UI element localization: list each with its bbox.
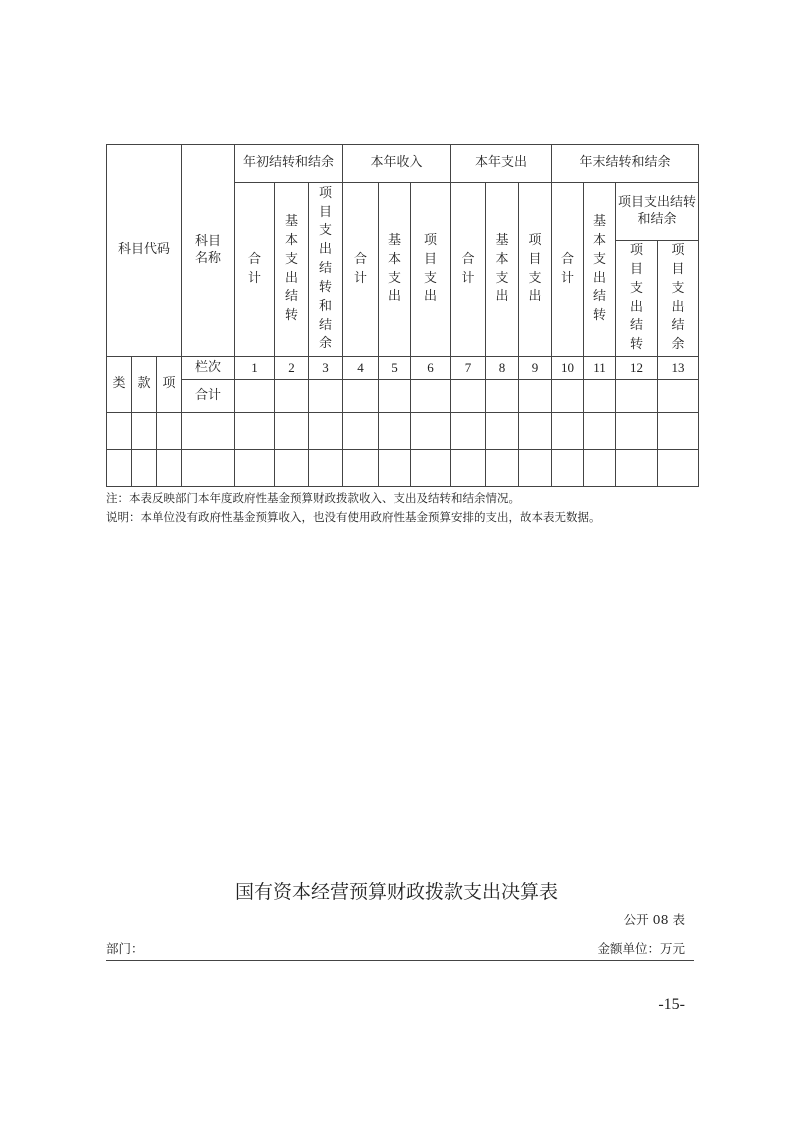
expense-basic-header: 基本支出 (486, 183, 519, 357)
subject-name-header: 科目名称 (182, 145, 235, 357)
class-header: 类 (107, 357, 132, 413)
next-table-code: 公开 08 表 (623, 912, 685, 927)
subject-code-header: 科目代码 (107, 145, 182, 357)
page-number: -15- (658, 996, 685, 1013)
column-number-label: 栏次 (182, 357, 235, 380)
total-row-label: 合计 (182, 380, 235, 413)
column-number: 7 (451, 357, 486, 380)
expense-total-header: 合计 (451, 183, 486, 357)
section-header: 款 (132, 357, 157, 413)
table-cell (343, 380, 379, 413)
table-note: 注：本表反映部门本年度政府性基金预算财政拨款收入、支出及结转和结余情况。 (106, 491, 520, 505)
income-header: 本年收入 (343, 145, 451, 183)
begin-project-carry-balance-header: 项目支出结转和结余 (309, 183, 343, 357)
department-label: 部门： (106, 941, 144, 956)
table-cell (235, 380, 275, 413)
table-cell (309, 380, 343, 413)
budget-table (106, 144, 699, 487)
table-cell (658, 380, 699, 413)
table-cell (411, 380, 451, 413)
table-cell (486, 380, 519, 413)
table-cell (584, 380, 616, 413)
expense-project-header: 项目支出 (519, 183, 552, 357)
column-number: 13 (658, 357, 699, 380)
column-number: 12 (616, 357, 658, 380)
next-table-title: 国有资本经营预算财政拨款支出决算表 (234, 881, 558, 903)
column-number: 2 (275, 357, 309, 380)
column-number: 9 (519, 357, 552, 380)
column-number: 4 (343, 357, 379, 380)
table-row (107, 450, 699, 487)
table-cell (552, 380, 584, 413)
end-basic-carry-header: 基本支出结转 (584, 183, 616, 357)
column-number: 8 (486, 357, 519, 380)
income-total-header: 合计 (343, 183, 379, 357)
table-cell (275, 380, 309, 413)
begin-basic-carry-header: 基本支出结转 (275, 183, 309, 357)
table-row (107, 413, 699, 450)
table-cell (379, 380, 411, 413)
unit-label: 金额单位：万元 (597, 941, 685, 956)
table-cell (451, 380, 486, 413)
begin-total-header: 合计 (235, 183, 275, 357)
end-balance-header: 年末结转和结余 (552, 145, 699, 183)
expense-header: 本年支出 (451, 145, 552, 183)
header-rule (106, 960, 694, 961)
column-number: 11 (584, 357, 616, 380)
begin-balance-header: 年初结转和结余 (235, 145, 343, 183)
end-total-header: 合计 (552, 183, 584, 357)
income-project-header: 项目支出 (411, 183, 451, 357)
column-number: 1 (235, 357, 275, 380)
table-cell (519, 380, 552, 413)
column-number: 3 (309, 357, 343, 380)
table-cell (616, 380, 658, 413)
income-basic-header: 基本支出 (379, 183, 411, 357)
column-number: 10 (552, 357, 584, 380)
end-project-carry-header: 项目支出结转 (616, 241, 658, 357)
table-explanation: 说明：本单位没有政府性基金预算收入，也没有使用政府性基金预算安排的支出，故本表无数据。 (106, 510, 601, 524)
column-number: 5 (379, 357, 411, 380)
item-header: 项 (157, 357, 182, 413)
end-project-subgroup-header: 项目支出结转和结余 (616, 183, 699, 241)
end-project-balance-header: 项目支出结余 (658, 241, 699, 357)
column-number: 6 (411, 357, 451, 380)
